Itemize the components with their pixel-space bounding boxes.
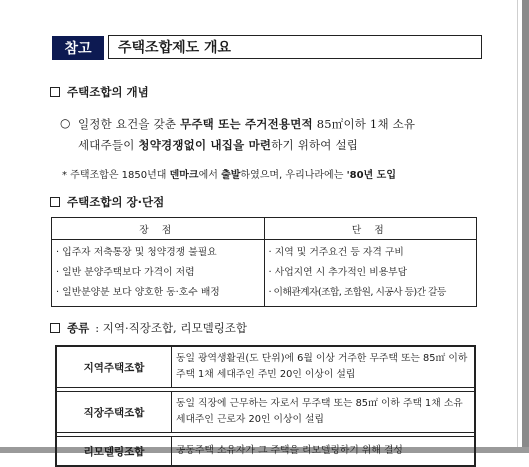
text-run: 하였으며, 우리나라에는: [240, 170, 347, 181]
text-run: 85㎡이하 1채 소유: [312, 117, 416, 131]
concept-line-2: [78, 137, 358, 153]
pros-item: · 일반 분양주택보다 가격이 저렴: [56, 267, 195, 278]
section-concept-title: 주택조합의 개념: [67, 85, 149, 99]
type-desc: 공동주택 소유자가 그 주택을 리모델링하기 위해 결성: [172, 437, 476, 467]
emphasis-text: 덴마크: [169, 170, 199, 181]
square-bullet-icon: [50, 197, 60, 207]
type-name: 직장주택조합: [56, 392, 172, 433]
table-row: [56, 437, 475, 467]
type-desc: 동일 직장에 근무하는 자로서 무주택 또는 85㎡ 이하 주택 1채 소유 세대주인 근로자 20인 이상이 설립: [172, 392, 476, 433]
types-table: [55, 345, 476, 467]
section-types-heading: [50, 320, 247, 336]
text-run: * 주택조합은 1850년대: [62, 170, 170, 181]
text-run: 일정한 요건을 갖춘: [78, 117, 181, 131]
section-concept-heading: [50, 84, 149, 100]
text-run: 하기 위하여 설립: [271, 138, 359, 152]
pros-header: 장 점: [52, 218, 265, 240]
concept-line-1: [78, 116, 415, 132]
square-bullet-icon: [50, 323, 60, 333]
text-run: 에서: [198, 170, 222, 181]
pros-cons-table: [51, 217, 477, 307]
section-proscons-heading: [50, 194, 164, 210]
pros-item: · 일반분양분 보다 양호한 동·호수 배정: [56, 287, 220, 298]
types-label: 종류: [67, 321, 90, 335]
text-run: 세대주들이: [78, 138, 139, 152]
type-desc: 동일 광역생활권(도 단위)에 6월 이상 거주한 무주택 또는 85㎡ 이하 주택 1채 세대주인 주민 20인 이상이 설립: [172, 346, 476, 388]
section-proscons-title: 주택조합의 장·단점: [67, 195, 165, 209]
table-row: [56, 392, 475, 433]
cons-item: · 이해관계자(조합, 조합원, 시공사 등)간 갈등: [268, 287, 446, 298]
pros-cell: [52, 240, 265, 307]
cons-item: · 지역 및 거주요건 등 자격 구비: [268, 247, 404, 258]
type-name: 지역주택조합: [56, 346, 172, 388]
cons-item: · 사업지연 시 추가적인 비용부담: [268, 267, 408, 278]
reference-badge: 참고: [52, 36, 104, 60]
pros-item: · 입주자 저축통장 및 청약경쟁 불필요: [56, 247, 217, 258]
emphasis-text: 출발: [221, 170, 241, 181]
scroll-edge-right: [522, 0, 529, 453]
document-title: 주택조합제도 개요: [108, 35, 482, 59]
page-edge-line: [517, 0, 518, 447]
table-row: [56, 346, 475, 388]
emphasis-text: '80년 도입: [346, 170, 397, 181]
cons-header: 단 점: [264, 218, 477, 240]
cons-cell: [264, 240, 477, 307]
emphasis-text: 청약경쟁없이 내집을 마련: [138, 138, 272, 152]
types-text: : 지역·직장조합, 리모델링조합: [95, 321, 248, 335]
concept-note: [62, 166, 396, 181]
emphasis-text: 무주택 또는 주거전용면적: [180, 117, 313, 131]
square-bullet-icon: [50, 87, 60, 97]
type-name: 리모델링조합: [56, 437, 172, 467]
circle-bullet-icon: ○: [60, 116, 71, 130]
